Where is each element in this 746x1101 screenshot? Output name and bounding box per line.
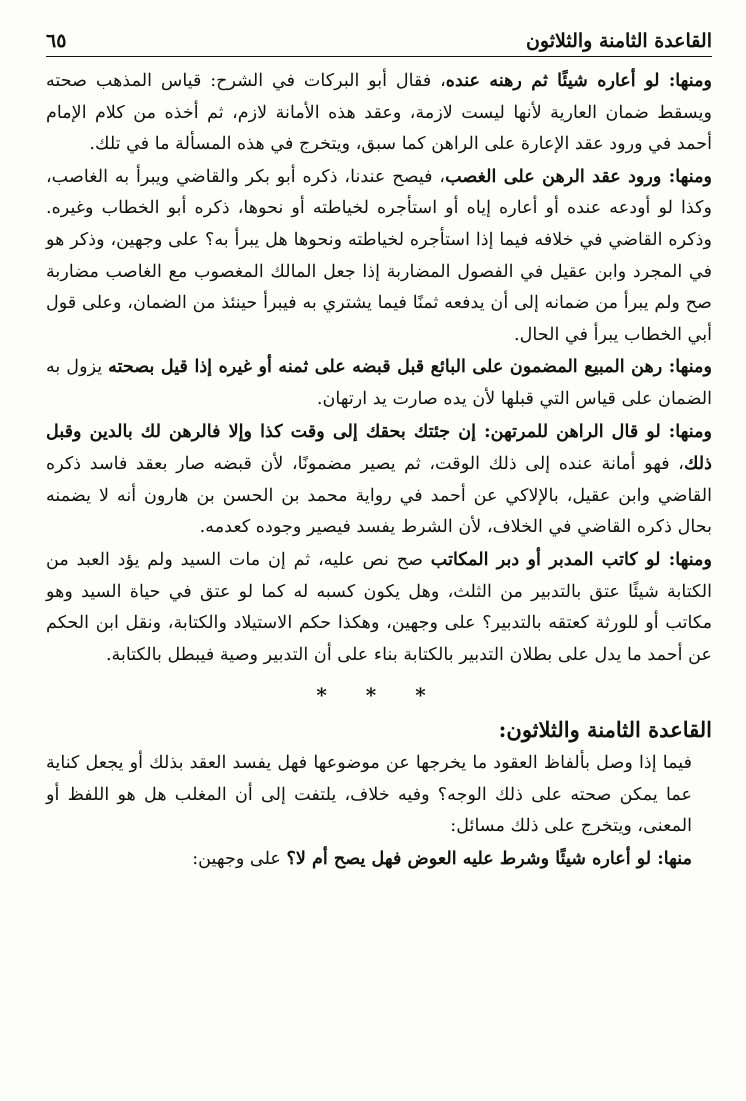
paragraph-highlight: لو أعاره شيئًا ثم رهنه عنده (445, 70, 660, 91)
paragraph-body: ، فهو أمانة عنده إلى ذلك الوقت، ثم يصير مضمونًا، لأن قبضه صار بعقد فاسد ذكره القاضي وابن عقيل، بالإلاكي عن أحمد في رواية محمد بن الحسن بن هارون أنه لا يضمنه بحال ذكره القاضي في الخلاف، لأن الشرط يفسد فيصير وجوده كعدمه. (46, 454, 712, 538)
paragraph-lead: ومنها: (661, 165, 712, 187)
paragraph-highlight: لو أعاره شيئًا وشرط عليه العوض فهل يصح أم لا؟ (286, 848, 652, 870)
paragraph-body: يزول به الضمان على قياس التي قبلها لأن يده صارت يد ارتهان. (46, 357, 712, 409)
paragraph-body: ، فيصح عندنا، ذكره أبو بكر والقاضي ويبرأ به الغاصب، وكذا لو أودعه عنده أو أعاره إياه أو استأجره لخياطته أو نحوها، ذكره أبو الخطاب وغيره. وذكره القاضي في خلافه فيما إذا استأجره لخياطته ونحوها هل يبرأ به؟ على وجهين، وذكر هو في المجرد وابن عقيل في الفصول المضاربة إذا جعل المالك المغصوب مع الغاصب مضاربة صح ولم يبرأ من ضمانه إلى أن يدفعه ثمنًا فيما يشتري به فيبرأ حينئذ من الضمان، وعلى قول أبي الخطاب يبرأ في الحال. (46, 166, 712, 345)
header-title: القاعدة الثامنة والثلاثون (525, 30, 712, 52)
paragraph-5 (46, 544, 712, 671)
paragraph-3 (46, 351, 712, 415)
paragraph-lead: ومنها: (659, 70, 713, 91)
paragraph-lead: ومنها: (660, 420, 712, 442)
paragraph-body: ، فقال أبو البركات في الشرح: قياس المذهب صحته ويسقط ضمان العارية لأنها ليست لازمة، وعقد هذه الأمانة لازم، ثم أخذه من كلام الإمام أحمد في ورود عقد الإعارة على الراهن كما سبق، ويتخرج في هذه المسألة ما في تلك. (46, 71, 712, 155)
paragraph-4 (46, 416, 712, 544)
paragraph-lead: ومنها: (660, 548, 712, 570)
paragraph-body: صح نص عليه، ثم إن مات السيد ولم يؤد العبد من الكتابة شيئًا عتق بالتدبير من الثلث، وهل يكون كسبه له كما لو عتق في حياة السيد وهو مكاتب أو للورثة كعتقه بالتدبير؟ على وجهين، وهكذا حكم الاستيلاد والكتابة، ونقل ابن الحكم عن أحمد ما يدل على بطلان التدبير بالكتابة بناء على أن التدبير وصية فيبطل بالكتابة. (46, 549, 712, 665)
section-title: القاعدة الثامنة والثلاثون: (498, 717, 712, 743)
paragraph-highlight: لو كاتب المدبر أو دبر المكاتب (430, 548, 661, 570)
paragraph-lead: منها: (651, 848, 692, 870)
paragraph-body: على وجهين: (192, 849, 287, 870)
paragraph-highlight: رهن المبيع المضمون على البائع قبل قبضه على ثمنه أو غيره إذا قيل بصحته (108, 356, 663, 378)
paragraph-2 (46, 161, 712, 352)
section-intro: فيما إذا وصل بألفاظ العقود ما يخرجها عن موضوعها فهل يفسد العقد بذلك أو يجعل كناية عما يمكن صحته على ذلك الوجه؟ وفيه خلاف، يلتفت إلى أن المغلب هل هو اللفظ أو المعنى، ويتخرج على ذلك مسائل: (46, 753, 692, 837)
paragraph-1 (46, 65, 712, 161)
page-number: ٦٥ (46, 30, 67, 52)
section-first-item (46, 843, 712, 876)
paragraph-highlight: لو قال الراهن للمرتهن: إن جئتك بحقك إلى وقت كذا وإلا فالرهن لك بالدين وقبل ذلك (46, 420, 712, 475)
paragraph-lead: ومنها: (662, 356, 712, 378)
running-header (46, 30, 712, 57)
section-separator: * * * (316, 683, 442, 708)
paragraph-highlight: ورود عقد الرهن على الغصب (445, 165, 662, 187)
